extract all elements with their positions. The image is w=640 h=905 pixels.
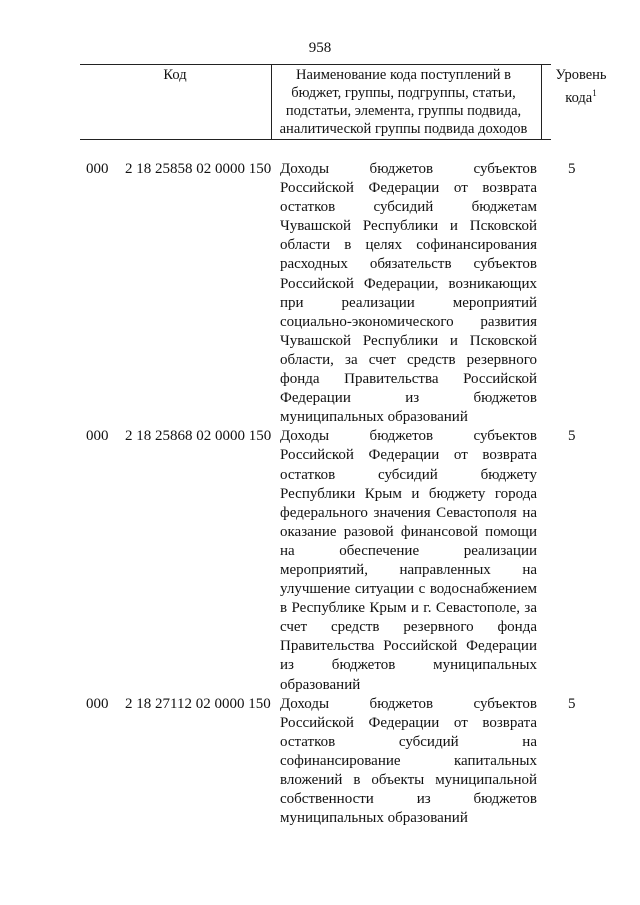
- table-row: [0, 427, 640, 694]
- revenue-name: Доходы бюджетов субъектов Российской Федерации от возврата остатков субсидий на софинансирование капитальных вложений в объекты муниципальной собственности из бюджетов муниципальных образований: [280, 695, 537, 827]
- table-row: [0, 695, 640, 829]
- header-name: Наименование кода поступлений в бюджет, группы, подгруппы, статьи, подстатьи, элемента, группы подвида, аналитической группы подвида доходов: [279, 67, 528, 137]
- admin-code: 000: [86, 161, 109, 177]
- revenue-code: 2 18 25868 02 0000 150: [125, 428, 272, 445]
- code-level: 5: [568, 695, 576, 712]
- revenue-name: Доходы бюджетов субъектов Российской Федерации от возврата остатков субсидий бюджету Республики Крым и бюджету города федерального значения Севастополя на оказание разовой финансовой помощи на обеспечение реализации мероприятий, направленных на улучшение ситуации с водоснабжением в Республике Крым и г. Севастополе, за счет средств резервного фонда Правительства Российской Федерации из бюджетов муниципальных образований: [280, 428, 537, 693]
- code-level: 5: [568, 428, 576, 445]
- header-code: Код: [163, 67, 187, 83]
- page-number: 958: [308, 40, 332, 56]
- table-body: [0, 160, 640, 828]
- revenue-code: 2 18 25858 02 0000 150: [125, 161, 272, 177]
- admin-code: 000: [86, 695, 109, 712]
- admin-code: 000: [86, 428, 109, 445]
- footnote-mark: 1: [592, 88, 597, 98]
- table-header: [80, 64, 607, 140]
- revenue-name: Доходы бюджетов субъектов Российской Федерации от возврата остатков субсидий бюджетам Чувашской Республики и Псковской области в целях софинансирования расходных обязательств субъектов Российской Федерации, возникающих при реализации мероприятий социально-экономического развития Чувашской Республики и Псковской области, за счет средств резервного фонда Правительства Российской Федерации из бюджетов муниципальных образований: [280, 161, 537, 426]
- header-level: [544, 66, 618, 107]
- header-divider: [541, 65, 542, 139]
- header-level-label: Уровень кода: [555, 67, 607, 106]
- table-row: [0, 160, 640, 427]
- revenue-code: 2 18 27112 02 0000 150: [125, 695, 271, 712]
- code-level: 5: [568, 161, 576, 177]
